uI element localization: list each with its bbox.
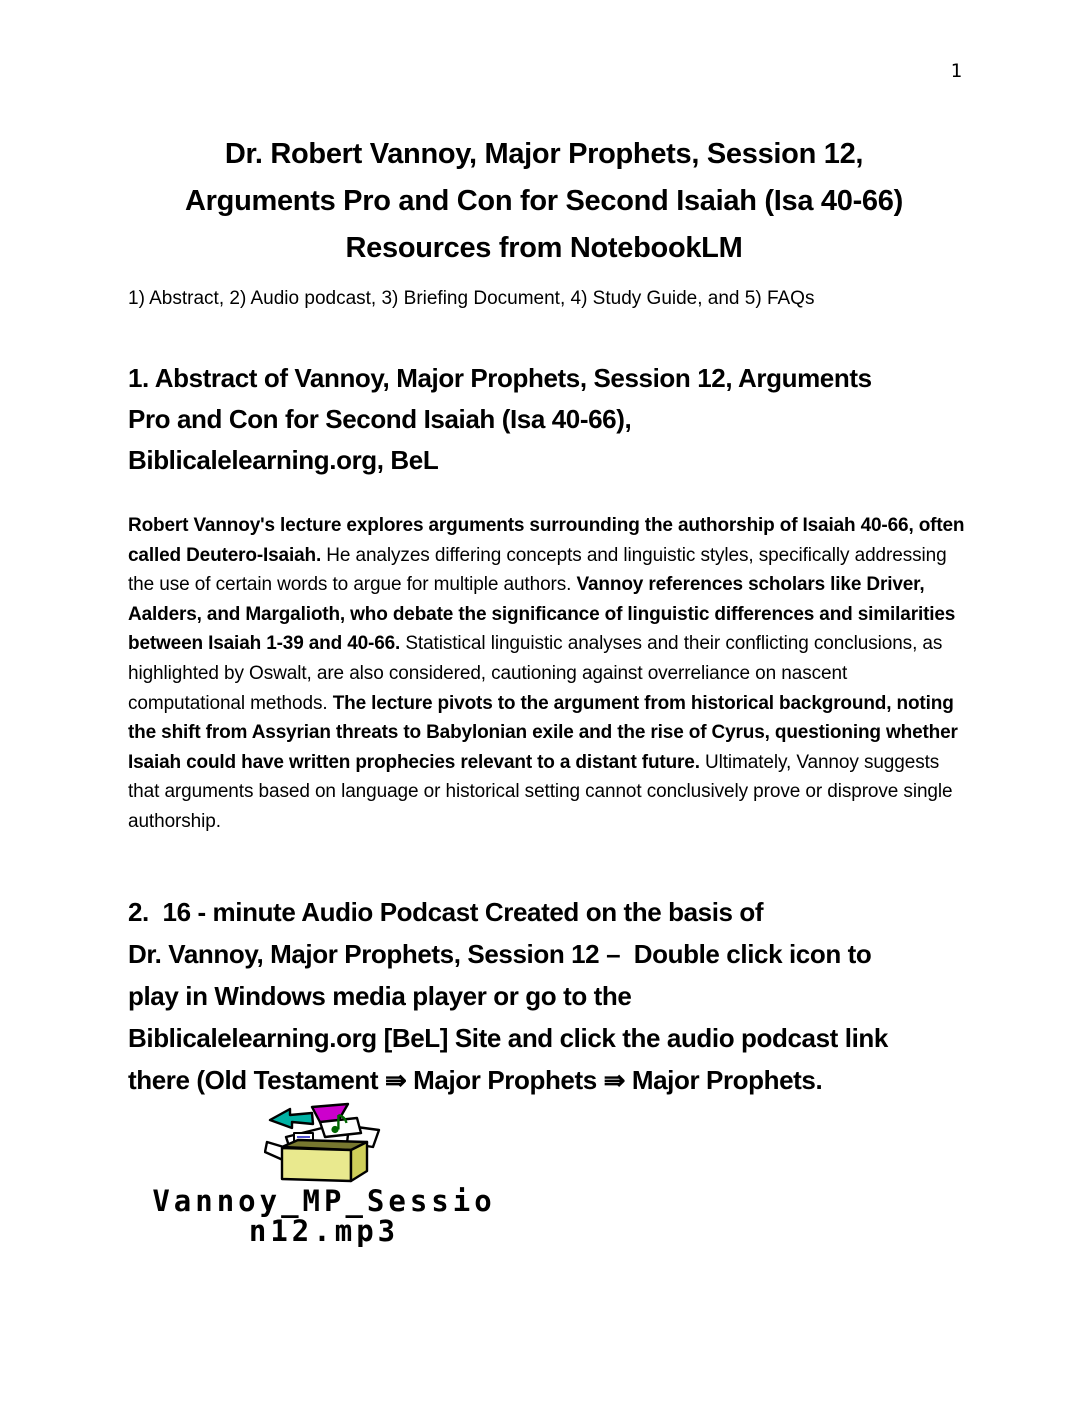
title-line-1: Dr. Robert Vannoy, Major Prophets, Session 12, [224, 138, 864, 170]
title-line-2: Arguments Pro and Con for Second Isaiah (Isa 40-66) [185, 185, 903, 217]
mp3-attachment [132, 1102, 516, 1246]
section2-heading-line-3: play in Windows media player or go to the [128, 981, 632, 1011]
section2-heading-line-5: there (Old Testament ⇛ Major Prophets ⇛ Major Prophets. [128, 1065, 823, 1095]
section2-heading-line-2: Dr. Vannoy, Major Prophets, Session 12 – Double click icon to [128, 939, 872, 969]
abstract-paragraph: Robert Vannoy's lecture explores arguments surrounding the authorship of Isaiah 40-66, often called Deutero-Isaiah. He analyzes differing concepts and linguistic styles, specifically addressing the use of certain words to argue for multiple authors. Vannoy references scholars like Driver, Aalders, and Margalioth, who debate the significance of linguistic differences and similarities between Isaiah 1-39 and 40-66. Statistical linguistic analyses and their conflicting conclusions, as highlighted by Oswalt, are also considered, cautioning against overreliance on nascent computational methods. The lecture pivots to the argument from historical background, noting the shift from Assyrian threats to Babylonian exile and the rise of Cyrus, questioning whether Isaiah could have written prophecies relevant to a distant future. Ultimately, Vannoy suggests that arguments based on language or historical setting cannot conclusively prove or disprove single authorship. [128, 515, 965, 832]
section1-heading-line-1: 1. Abstract of Vannoy, Major Prophets, Session 12, Arguments [128, 363, 872, 393]
note-paper [320, 1118, 361, 1137]
media-package-icon[interactable] [264, 1102, 384, 1184]
document-title [128, 131, 960, 272]
section1-heading-line-3: Biblicalelearning.org, BeL [128, 445, 439, 475]
box-front [282, 1148, 351, 1181]
section2-heading [128, 891, 988, 1101]
teal-arrow-icon [270, 1109, 313, 1128]
title-line-3: Resources from NotebookLM [345, 232, 743, 264]
page-number: 1 [950, 60, 962, 82]
section1-heading-line-2: Pro and Con for Second Isaiah (Isa 40-66), [128, 404, 632, 434]
contents-list: 1) Abstract, 2) Audio podcast, 3) Briefing Document, 4) Study Guide, and 5) FAQs [128, 288, 815, 309]
box-side [351, 1142, 367, 1181]
section2-heading-line-4: Biblicalelearning.org [BeL] Site and click the audio podcast link [128, 1023, 888, 1053]
section2-heading-line-1: 2. 16 - minute Audio Podcast Created on the basis of [128, 897, 764, 927]
section1-heading [128, 358, 988, 481]
mp3-filename-line-1: Vannoy_MP_Sessio [152, 1184, 496, 1218]
mp3-filename-line-2: n12.mp3 [248, 1214, 400, 1248]
mp3-filename[interactable] [132, 1186, 516, 1246]
